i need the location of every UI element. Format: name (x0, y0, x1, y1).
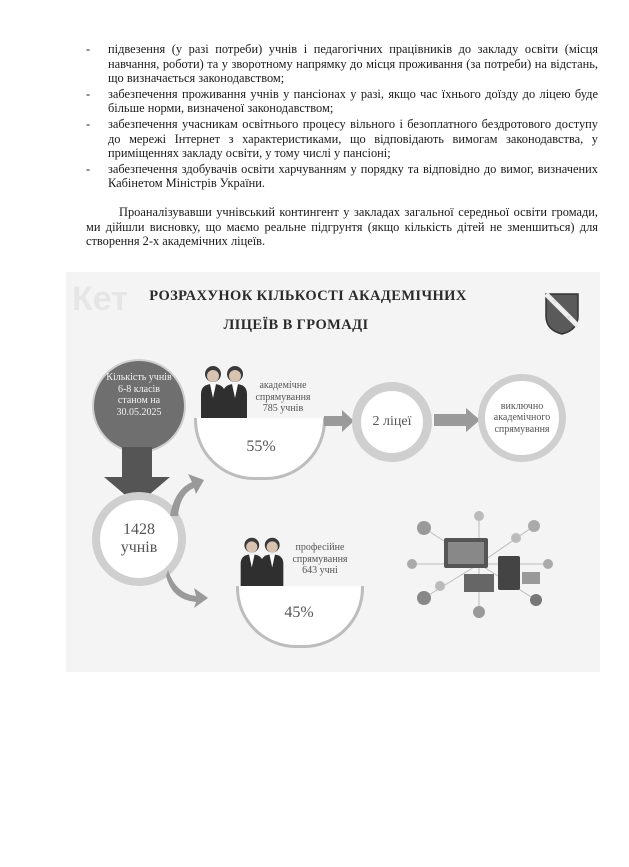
list-item: - забезпечення здобувачів освіти харчуванням у порядку та відповідно до вимог, визначених Кабінетом Міністрів України. (86, 161, 598, 191)
total-students-text (121, 521, 158, 557)
bullet-marker: - (86, 86, 91, 101)
exclusive-academic-circle (478, 374, 566, 462)
infographic (66, 272, 600, 672)
bullet-marker: - (86, 161, 91, 176)
bullet-marker: - (86, 42, 91, 56)
list-item: - підвезення (у разі потреби) учнів і педагогічних працівників до закладу освіти (місця навчання, роботи) та у зворотному напрямку до місця проживання (за потреби) на відстань, що визначається законодавством; (86, 42, 598, 86)
network-illustration-icon (404, 508, 554, 620)
conclusion-paragraph: Проаналізувавши учнівський контингент у закладах загальної середньої освіти громади, ми дійшли висновку, що маємо реальне підгрунтя (якщо кількість дітей не зменшиться) для створення 2-х академічних ліцеїв. (86, 205, 598, 249)
professional-label: професійне спрямування 643 учні (292, 542, 348, 576)
total-unit: учнів (120, 539, 158, 556)
infographic-title-line2: ЛІЦЕЇВ В ГРОМАДІ (223, 317, 369, 333)
bullet-list (86, 42, 598, 192)
students-group-icon (236, 534, 288, 586)
list-item: - забезпечення учасникам освітнього процесу вільного і безоплатного бездротового доступу до мережі Інтернет з характеристиками, що відповідають вимогам законодавства, у приміщеннях закладу освіти, у тому числі у пансіоні; (86, 116, 598, 161)
arrow-right-icon (324, 410, 354, 432)
exclusive-label: виключно академічного спрямування (493, 400, 551, 435)
curved-arrow-down-icon (166, 568, 210, 608)
curved-arrow-up-icon (166, 472, 206, 518)
students-group-icon (196, 362, 252, 418)
lyceums-count: 2 ліцеї (372, 414, 412, 429)
arrow-right-icon (434, 408, 480, 432)
professional-percent: 45% (284, 604, 314, 621)
bullet-marker: - (86, 116, 91, 131)
students-label-overlay: Кількість учнів 6-8 класів станом на 30.05.2025 (106, 372, 172, 418)
total-count: 1428 (122, 521, 155, 538)
academic-percent: 55% (246, 438, 276, 455)
list-item: - забезпечення проживання учнів у пансіонах у разі, якщо час їхнього доїзду до ліцею буде більше норми, визначеної законодавством; (86, 86, 598, 116)
lyceums-circle (352, 382, 432, 462)
background-watermark: Кет (72, 280, 128, 318)
infographic-title-line1: РОЗРАХУНОК КІЛЬКОСТІ АКАДЕМІЧНИХ (149, 288, 467, 304)
coat-of-arms-icon (544, 292, 580, 336)
academic-label: академічне спрямування 785 учнів (255, 380, 311, 414)
